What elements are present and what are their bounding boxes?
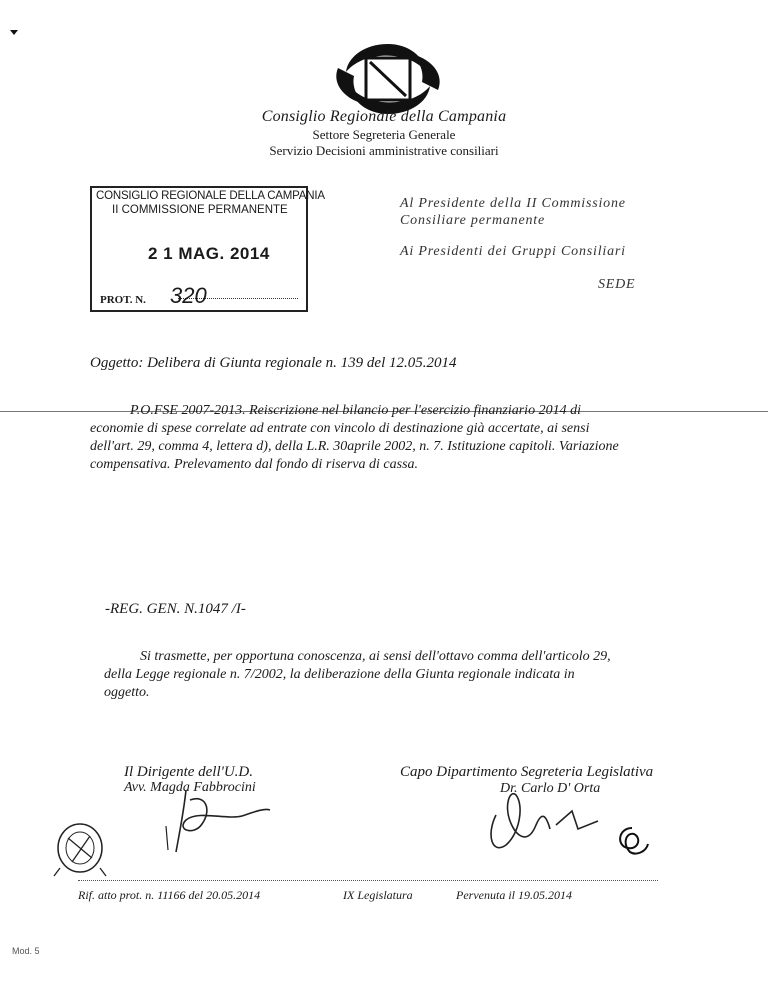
footer-received-date: Pervenuta il 19.05.2014 — [456, 888, 572, 902]
signatory-right-title: Capo Dipartimento Segreteria Legislativa — [400, 764, 654, 780]
stamp-prot-label: PROT. N. — [100, 294, 146, 306]
subject-description — [90, 402, 682, 474]
transmit-line: Si trasmette, per opportuna conoscenza, ai sensi dell'ottavo comma dell'articolo 29, — [140, 649, 611, 664]
addressee-line: Consiliare permanente — [400, 213, 545, 228]
stamp-date: 2 1 MAG. 2014 — [148, 244, 270, 263]
handwritten-initials — [612, 824, 650, 858]
form-model-number: Mod. 5 — [12, 946, 40, 956]
addressee-line: Al Presidente della II Commissione — [400, 196, 626, 211]
body-line: economie di spese correlate ad entrate con vincolo di destinazione già accertate, ai sensi — [90, 421, 590, 436]
stamp-commission-line: II COMMISSIONE PERMANENTE — [112, 204, 288, 216]
signatory-left-name: Avv. Magda Fabbrocini — [124, 780, 256, 795]
stamp-prot-number: 320 — [170, 283, 207, 308]
reg-gen-number: -REG. GEN. N.1047 /I- — [105, 601, 246, 617]
footer-legislature: IX Legislatura — [343, 888, 413, 902]
footer-reference: Rif. atto prot. n. 11166 del 20.05.2014 — [78, 888, 261, 902]
body-line: compensativa. Prelevamento dal fondo di riserva di cassa. — [90, 457, 419, 472]
body-line: P.O.FSE 2007-2013. Reiscrizione nel bilancio per l'esercizio finanziario 2014 di — [130, 403, 581, 418]
subject-line: Oggetto: Delibera di Giunta regionale n. 139 del 12.05.2014 — [90, 355, 457, 371]
signatory-left-title: Il Dirigente dell'U.D. — [124, 764, 254, 780]
handwritten-signature-right — [476, 785, 606, 860]
stamp-council-line: CONSIGLIO REGIONALE DELLA CAMPANIA — [96, 190, 325, 202]
corner-arrow-icon — [10, 30, 18, 35]
addressee-sede: SEDE — [598, 277, 636, 292]
transmission-paragraph — [104, 648, 682, 702]
protocol-stamp — [90, 186, 325, 312]
service-name: Servizio Decisioni amministrative consiliari — [269, 143, 499, 158]
institution-name: Consiglio Regionale della Campania — [261, 108, 507, 125]
signatory-right-name: Dr. Carlo D' Orta — [500, 781, 601, 796]
sector-name: Settore Segreteria Generale — [312, 127, 456, 142]
transmit-line: della Legge regionale n. 7/2002, la deliberazione della Giunta regionale indicata in — [104, 667, 575, 682]
addressee-line: Ai Presidenti dei Gruppi Consiliari — [400, 244, 626, 259]
transmit-line: oggetto. — [104, 685, 150, 700]
footer-divider — [78, 880, 658, 881]
body-line: dell'art. 29, comma 4, lettera d), della L.R. 30aprile 2002, n. 7. Istituzione capitoli. Variazione — [90, 439, 619, 454]
official-seal-icon — [50, 818, 110, 880]
handwritten-signature-left — [146, 780, 276, 860]
